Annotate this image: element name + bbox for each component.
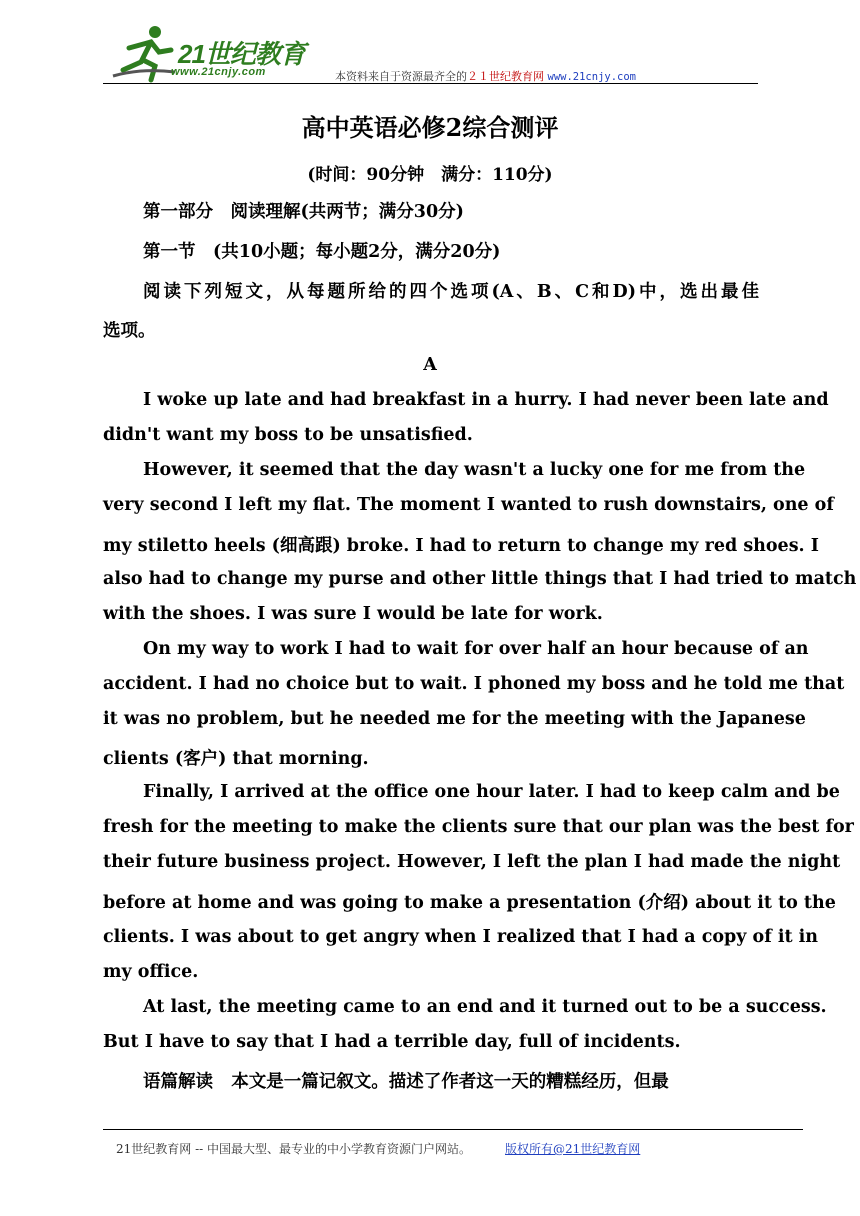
passage-label: A (423, 355, 437, 375)
header-note-site[interactable]: ２１世纪教育网 (467, 70, 544, 83)
analysis-line (143, 1068, 759, 1093)
header-note-url[interactable]: www.21cnjy.com (547, 71, 637, 83)
passage-line: However, it seemed that the day wasn't a lucky one for me from the (143, 460, 806, 480)
passage-line: it was no problem, but he needed me for the meeting with the Japanese (103, 709, 806, 729)
passage-line: fresh for the meeting to make the clients sure that our plan was the best for (103, 817, 854, 837)
document-subtitle: (时间：90分钟 满分：110分) (307, 165, 553, 185)
footer-text: 21世纪教育网 -- 中国最大型、最专业的中小学教育资源门户网站。 (116, 1142, 472, 1156)
passage-line: my office. (103, 962, 199, 982)
instruction-line: 阅读下列短文，从每题所给的四个选项(A、B、C和D)中，选出最佳 (143, 282, 759, 302)
passage-line: also had to change my purse and other little things that I had tried to match (103, 569, 857, 589)
section-heading: 第一节 (共10小题；每小题2分，满分20分) (143, 242, 501, 262)
passage-line: accident. I had no choice but to wait. I phoned my boss and he told me that (103, 674, 845, 694)
passage-line: their future business project. However, I left the plan I had made the night (103, 852, 841, 872)
logo-text: 21世纪教育 (178, 39, 305, 69)
page-footer (116, 1140, 640, 1157)
copyright-link[interactable]: 版权所有@21世纪教育网 (505, 1142, 641, 1156)
instruction-line: 选项。 (103, 321, 156, 341)
header-divider (103, 83, 758, 84)
passage-line: with the shoes. I was sure I would be late for work. (103, 604, 603, 624)
passage-line: I woke up late and had breakfast in a hurry. I had never been late and (143, 390, 829, 410)
passage-line: before at home and was going to make a presentation (介绍) about it to the (103, 893, 836, 913)
header-note (335, 68, 636, 84)
passage-line: my stiletto heels (细高跟) broke. I had to return to change my red shoes. I (103, 536, 819, 556)
header-note-prefix: 本资料来自于资源最齐全的 (335, 70, 467, 83)
logo-url: www.21cnjy.com (171, 66, 266, 78)
page-header (103, 22, 758, 84)
passage-line: On my way to work I had to wait for over half an hour because of an (143, 639, 809, 659)
passage-line: very second I left my flat. The moment I wanted to rush downstairs, one of (103, 495, 834, 515)
passage-line: didn't want my boss to be unsatisfied. (103, 425, 473, 445)
analysis-text: 本文是一篇记叙文。描述了作者这一天的糟糕经历，但最 (231, 1072, 669, 1092)
part-heading: 第一部分 阅读理解(共两节；满分30分) (143, 202, 464, 222)
passage-line: Finally, I arrived at the office one hour later. I had to keep calm and be (143, 782, 840, 802)
document-title: 高中英语必修2综合测评 (301, 113, 559, 142)
passage-line: clients (客户) that morning. (103, 749, 369, 769)
passage-line: clients. I was about to get angry when I realized that I had a copy of it in (103, 927, 819, 947)
passage-line: But I have to say that I had a terrible day, full of incidents. (103, 1032, 681, 1052)
footer-divider (103, 1129, 803, 1130)
passage-line: At last, the meeting came to an end and it turned out to be a success. (143, 997, 827, 1017)
site-logo (111, 22, 311, 84)
analysis-label: 语篇解读 (143, 1072, 213, 1092)
